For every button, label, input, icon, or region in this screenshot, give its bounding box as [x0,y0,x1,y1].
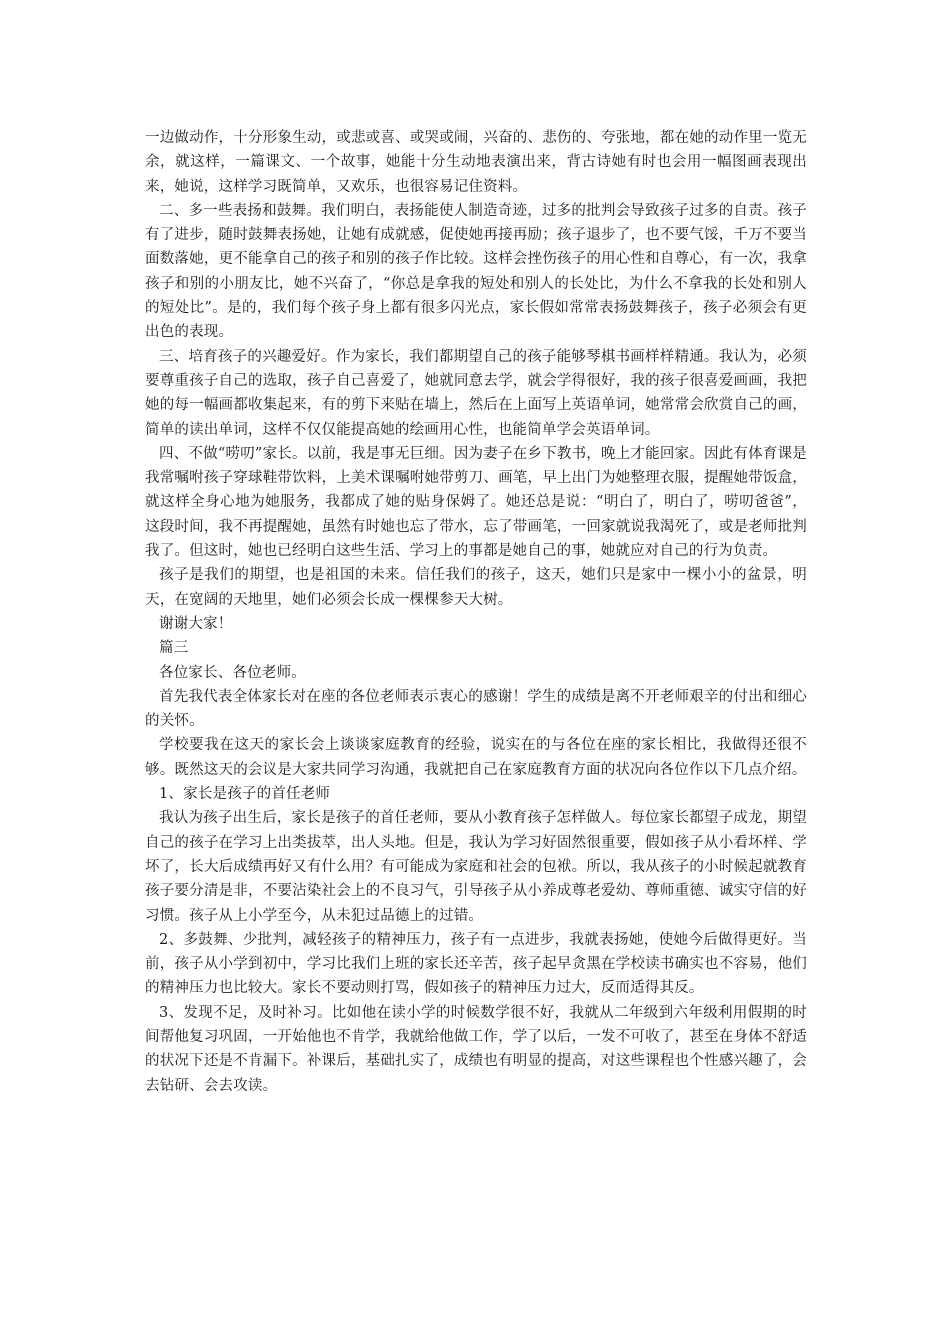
paragraph-future: 孩子是我们的期望，也是祖国的未来。信任我们的孩子，这天，她们只是家中一棵小小的盆景，明天，在宽阔的天地里，她们必须会长成一棵棵参天大树。 [145,567,807,608]
paragraph-encourage: 2、多鼓舞、少批判，减轻孩子的精神压力，孩子有一点进步，我就表扬她，使她今后做得更好。当前，孩子从小学到初中，学习比我们上班的家长还辛苦，孩子起早贪黑在学校读书确实也不容易，他们的精神压力也比较大。家长不要动则打骂，假如孩子的精神压力过大，反而适得其反。 [145,931,807,997]
paragraph-greeting: 各位家长、各位老师。 [159,664,306,681]
document-body [145,126,807,1098]
paragraph-gratitude: 首先我代表全体家长对在座的各位老师表示衷心的感谢！学生的成绩是离不开老师艰辛的付出和细心的关怀。 [145,688,807,730]
paragraph-no-nagging: 四、不做“唠叨”家长。以前，我是事无巨细。因为妻子在乡下教书，晚上才能回家。因此有体育课是我常嘱咐孩子穿球鞋带饮料，上美术课嘱咐她带剪刀、画笔，早上出门为她整理衣服，提醒她带饭盒，就这样全身心地为她服务，我都成了她的贴身保姆了。她还总是说：“明白了，明白了，唠叨爸爸”，这段时间，我不再提醒她，虽然有时她也忘了带水，忘了带画笔，一回家就说我渴死了，或是老师批判我了。但这时，她也已经明白这些生活、学习上的事都是她自己的事，她就应对自己的行为负责。 [145,445,807,560]
list-heading-first-teacher: 1、家长是孩子的首任老师 [159,786,331,803]
paragraph-first-teacher: 我认为孩子出生后，家长是孩子的首任老师，要从小教育孩子怎样做人。每位家长都望子成龙，期望自己的孩子在学习上出类拔萃，出人头地。但是，我认为学习好固然很重要，假如孩子从小看坏样、学坏了，长大后成绩再好又有什么用？有可能成为家庭和社会的包袱。所以，我从孩子的小时候起就教育孩子要分清是非，不要沾染社会上的不良习气，引导孩子从小养成尊老爱幼、尊师重德、诚实守信的好习惯。孩子从上小学至今，从未犯过品德上的过错。 [145,810,807,924]
paragraph-interests: 三、培育孩子的兴趣爱好。作为家长，我们都期望自己的孩子能够琴棋书画样样精通。我认为，必须要尊重孩子自己的选取，孩子自己喜爱了，她就同意去学，就会学得很好，我的孩子很喜爱画画，我把她的每一幅画都收集起来，有的剪下来贴在墙上，然后在上面写上英语单词，她常常会欣赏自己的画，简单的读出单词，这样不仅仅能提高她的绘画用心性，也能简单学会英语单词。 [145,348,807,438]
paragraph-remedial: 3、发现不足，及时补习。比如他在读小学的时候数学很不好，我就从二年级到六年级利用假期的时间帮他复习巩固，一开始他也不肯学，我就给他做工作，学了以后，一发不可收了，甚至在身体不舒适的状况下还是不肯漏下。补课后，基础扎实了，成绩也有明显的提高，对这些课程也个性感兴趣了，会去钻研、会去攻读。 [145,1004,807,1094]
paragraph-continuation: 一边做动作，十分形象生动，或悲或喜、或哭或闹，兴奋的、悲伤的、夸张地，都在她的动作里一览无余，就这样，一篇课文、一个故事，她能十分生动地表演出来，背古诗她有时也会用一幅图画表现出来，她说，这样学习既简单，又欢乐，也很容易记住资料。 [145,130,807,195]
paragraph-thanks: 谢谢大家！ [159,615,233,632]
paragraph-praise: 二、多一些表扬和鼓舞。我们明白，表扬能使人制造奇迹，过多的批判会导致孩子过多的自责。孩子有了进步，随时鼓舞表扬她，让她有成就感，促使她再接再励；孩子退步了，也不要气馁，千万不要当面数落她，更不能拿自己的孩子和别的孩子作比较。这样会挫伤孩子的用心性和自尊心，有一次，我拿孩子和别的小朋友比，她不兴奋了，“你总是拿我的短处和别人的长处比，为什么不拿我的长处和别人的短处比”。是的，我们每个孩子身上都有很多闪光点，家长假如常常表扬鼓舞孩子，孩子必须会有更出色的表现。 [145,202,807,341]
section-heading-part-three: 篇三 [159,640,189,657]
paragraph-introduction: 学校要我在这天的家长会上谈谈家庭教育的经验，说实在的与各位在座的家长相比，我做得还很不够。既然这天的会议是大家共同学习沟通，我就把自己在家庭教育方面的状况向各位作以下几点介绍。 [145,737,807,778]
